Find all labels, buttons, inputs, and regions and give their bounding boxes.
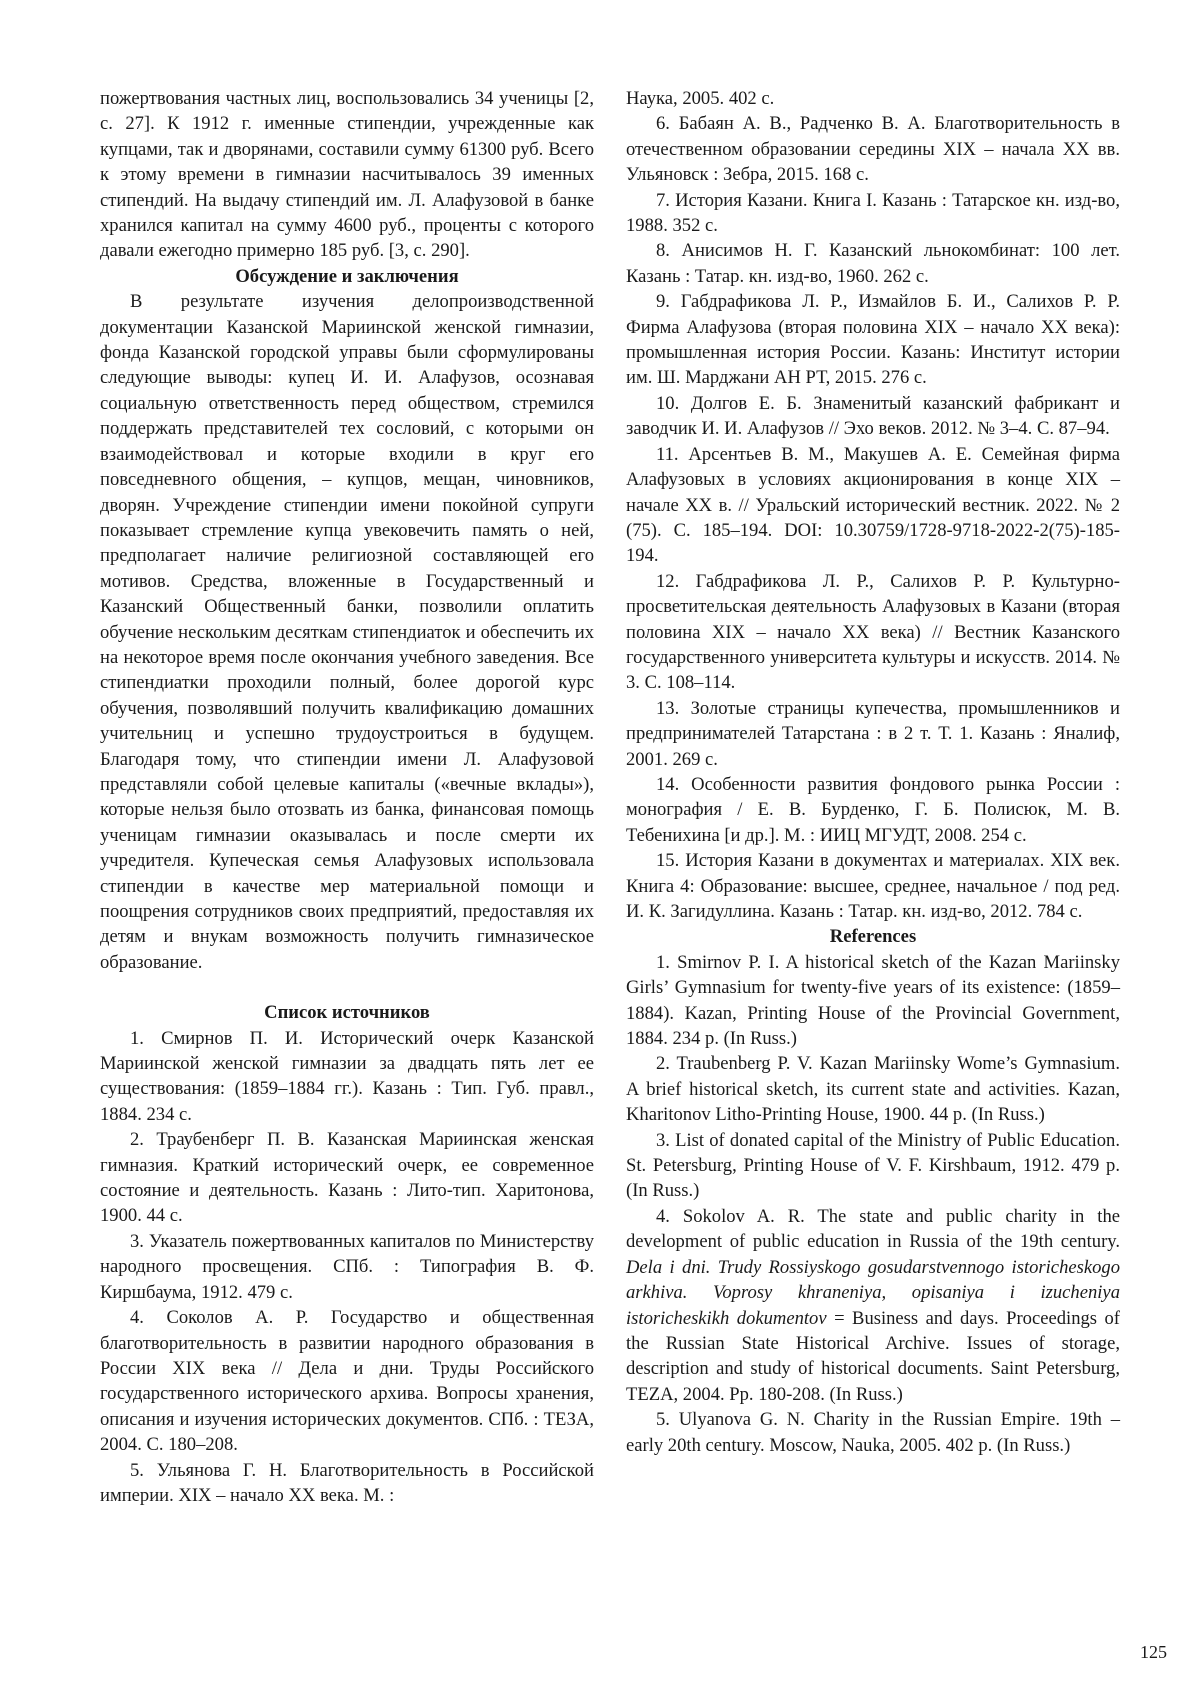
discussion-heading: Обсуждение и заключения xyxy=(235,265,459,287)
source-item-15: 15. История Казани в документах и материалах. XIX век. Книга 4: Образование: высшее, среднее, начальное / под ред. И. К. Загидуллина. Казань : Татар. кн. изд-во, 2012. 784 с. xyxy=(626,850,1120,922)
intro-paragraph: пожертвования частных лиц, воспользовались 34 ученицы [2, с. 27]. К 1912 г. именные стипендии, учрежденные как купцами, так и дворянами, составили сумму 61300 руб. Всего к этому времени в гимназии насчитывалось 39 именных стипендий. На выдачу стипендий им. Л. Алафузовой в банке хранился капитал на сумму 4600 руб., проценты с которого давали ежегодно примерно 185 руб. [3, с. 290]. xyxy=(100,88,594,262)
source-item-3: 3. Указатель пожертвованных капиталов по Министерству народного просвещения. СПб. : Типография В. Ф. Киршбаума, 1912. 479 с. xyxy=(100,1230,594,1303)
source-item-10: 10. Долгов Е. Б. Знаменитый казанский фабрикант и заводчик И. И. Алафузов // Эхо веков. 2012. № 3–4. С. 87–94. xyxy=(626,392,1120,440)
page-number: 125 xyxy=(1140,1642,1167,1662)
discussion-paragraph: В результате изучения делопроизводственной документации Казанской Мариинской женской гимназии, фонда Казанской городской управы были сформулированы следующие выводы: купец И. И. Алафузов, осознавая социальную ответственность перед обществом, стремился поддержать представителей тех сословий, с которыми он взаимодействовал и которые входили в круг его повседневного общения, – купцов, мещан, чиновников, дворян. Учреждение стипендии имени покойной супруги показывает стремление купца увековечить память о ней, предполагает наличие религиозной составляющей его мотивов. Средства, вложенные в Государственный и Казанский Общественный банки, позволили оплатить обучение нескольким десяткам стипендиаток и обеспечить их на некоторое время после окончания учебного заведения. Все стипендиатки проходили полный, более дорогой курс обучения, позволявший получить квалификацию домашних учительниц и успешно трудоустроиться в будущем. Благодаря тому, что стипендии имени Л. Алафузовой представляли собой целевые капиталы («вечные вклады»), которые нельзя было отозвать из банка, финансовая помощь ученицам гимназии оказывалась и после смерти их учредителя. Купеческая семья Алафузовых использовала стипендии в качестве мер материальной помощи и поощрения сотрудников своих предприятий, предоставляя их детям и внукам возможность получить гимназическое образование. xyxy=(100,291,594,973)
spacer xyxy=(100,975,594,1000)
source-item-8: 8. Анисимов Н. Г. Казанский льнокомбинат: 100 лет. Казань : Татар. кн. изд-во, 1960. 262 с. xyxy=(626,240,1120,287)
source-item-1: 1. Смирнов П. И. Исторический очерк Казанской Мариинской женской гимназии за двадцать пять лет ее существования: (1859–1884 гг.). Казань : Тип. Губ. правл., 1884. 234 с. xyxy=(100,1027,594,1125)
source-item-13: 13. Золотые страницы купечества, промышленников и предпринимателей Татарстана : в 2 т. Т. 1. Казань : Яналиф, 2001. 269 с. xyxy=(626,697,1120,770)
source-item-6: 6. Бабаян А. В., Радченко В. А. Благотворительность в отечественном образовании середины XIX – начала XX вв. Ульяновск : Зебра, 2015. 168 с. xyxy=(626,113,1120,186)
source-item-11: 11. Арсентьев В. М., Макушев А. Е. Семейная фирма Алафузовых в условиях акционирования в конце XIX – начале XX в. // Уральский исторический вестник. 2022. № 2 (75). С. 185–194. DOI: 10.30759/1728-9718-2022-2(75)-185-194. xyxy=(626,443,1120,567)
source-item-4: 4. Соколов А. Р. Государство и общественная благотворительность в развитии народного образования в России XIX века // Дела и дни. Труды Российского государственного исторического архива. Вопросы хранения, описания и изучения исторических документов. СПб. : ТЕЗА, 2004. С. 180–208. xyxy=(100,1307,594,1456)
reference-item-2: 2. Traubenberg P. V. Kazan Mariinsky Wome’s Gymnasium. A brief historical sketch, its current state and activities. Kazan, Kharitonov Litho-Printing House, 1900. 44 p. (In Russ.) xyxy=(626,1053,1120,1126)
source-item-14: 14. Особенности развития фондового рынка России : монография / Е. В. Бурденко, Г. Б. Полисюк, М. В. Тебенихина [и др.]. М. : ИИЦ МГУДТ, 2008. 254 с. xyxy=(626,773,1120,846)
right-column xyxy=(626,86,1120,1458)
source-item-5: 5. Ульянова Г. Н. Благотворительность в Российской империи. XIX – начало XX века. М. : xyxy=(100,1459,594,1506)
source-item-5-continued: Наука, 2005. 402 с. xyxy=(626,88,775,109)
reference-item-3: 3. List of donated capital of the Ministry of Public Education. St. Petersburg, Printing House of V. F. Kirshbaum, 1912. 479 p. (In Russ.) xyxy=(626,1129,1120,1202)
left-column xyxy=(100,86,594,1508)
source-item-9: 9. Габдрафикова Л. Р., Измайлов Б. И., Салихов Р. Р. Фирма Алафузова (вторая половина XIX – начало XX века): промышленная история России. Казань: Институт истории им. Ш. Марджани АН РТ, 2015. 276 с. xyxy=(626,291,1120,389)
sources-heading: Список источников xyxy=(264,1002,430,1024)
reference-item-1: 1. Smirnov P. I. A historical sketch of the Kazan Mariinsky Girls’ Gymnasium for twenty-five years of its existence: (1859–1884). Kazan, Printing House of the Provincial Government, 1884. 234 p. (In Russ.) xyxy=(626,951,1120,1050)
source-item-12: 12. Габдрафикова Л. Р., Салихов Р. Р. Культурно-просветительская деятельность Алафузовых в Казани (вторая половина XIX – начало XX века) // Вестник Казанского государственного университета культуры и искусств. 2014. № 3. С. 108–114. xyxy=(626,570,1120,694)
references-heading: References xyxy=(829,926,917,948)
source-item-7: 7. История Казани. Книга I. Казань : Татарское кн. изд-во, 1988. 352 с. xyxy=(626,189,1120,237)
reference-item-5: 5. Ulyanova G. N. Charity in the Russian Empire. 19th – early 20th century. Moscow, Nauka, 2005. 402 p. (In Russ.) xyxy=(626,1409,1120,1456)
reference-4-start: 4. Sokolov A. R. The state and public charity in the development of public education in Russia of the 19th century. xyxy=(626,1205,1120,1253)
reference-4-end: = Business and days. Proceedings of the Russian State Historical Archive. Issues of storage, description and study of historical documents. Saint Petersburg, TEZA, 2004. Pp. 180-208. (In Russ.) xyxy=(626,1307,1120,1405)
reference-4-italic-title: Dela i dni. Trudy Rossiyskogo gosudarstvennogo istoricheskogo arkhiva. Voprosy khraneniya, opisaniya i izucheniya istoricheskikh dokumentov xyxy=(626,1256,1120,1329)
source-item-2: 2. Траубенберг П. В. Казанская Мариинская женская гимназия. Краткий исторический очерк, ее современное состояние и деятельность. Казань : Лито-тип. Харитонова, 1900. 44 с. xyxy=(100,1129,594,1227)
reference-item-4 xyxy=(626,1204,1120,1407)
